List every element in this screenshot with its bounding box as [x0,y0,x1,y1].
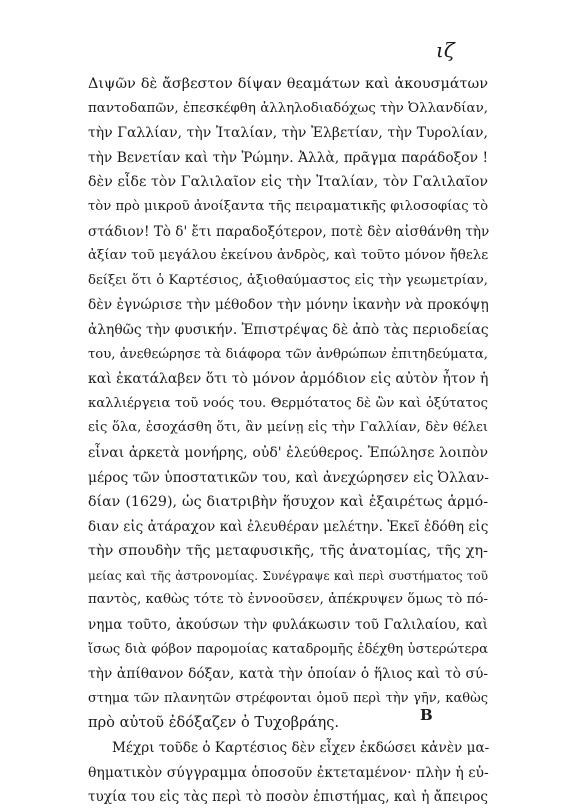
text-line: δὲν ἐγνώρισε τὴν μέθοδον τὴν μόνην ἱκανὴν νὰ προκόψῃ [88,297,489,314]
text-line: ἀληθῶς τὴν φυσικήν. Ἐπιστρέψας δὲ ἀπὸ τὰς περιοδείας [88,321,489,338]
signature-mark: B [420,706,433,724]
text-line: ἀξίαν τοῦ μεγάλου ἐκείνου ἀνδρὸς, καὶ τοῦτο μόνον ἤθελε [88,248,489,264]
text-line: μείας καὶ τῆς ἀστρονομίας. Συνέγραψε καὶ περὶ συστήματος τοῦ [88,568,488,583]
text-line: στάδιον! Τὸ δ' ἔτι παραδοξότερον, ποτὲ δὲν αἰσθάνθη τὴν [88,223,490,240]
body-text [88,72,488,810]
text-line: παντὸς, καθὼς τότε τὸ ἐννοοῦσεν, ἀπέκρυψεν ὅμως τὸ πό- [88,592,488,608]
text-line: τὴν σπουδὴν τῆς μεταφυσικῆς, τῆς ἀνατομίας, τῆς χη- [88,543,488,560]
text-line: του, ἀνεθεώρησε τὰ διάφορα τῶν ἀνθρώπων ἐπιτηδεύματα, [88,346,488,362]
page-number: ιζ [436,38,455,62]
text-line: θηματικὸν σύγγραμμα ὁποσοῦν ἐκτεταμένον· πλὴν ἡ εὐ- [88,764,489,781]
text-line: τὸν πρὸ μικροῦ ἀνοίξαντα τῆς πειραματικῆς φιλοσοφίας τὸ [88,198,489,214]
text-line: μέρος τῶν ὑποστατικῶν του, καὶ ἀνεχώρησεν εἰς Ὀλλαν- [88,469,489,486]
text-line: διαν εἰς ἀτάραχον καὶ ἐλευθέραν μελέτην. Ἐκεῖ ἐδόθη εἰς [88,518,489,535]
text-line: πρὸ αὐτοῦ ἐδόξαζεν ὁ Τυχοβράης. [88,714,340,732]
text-line: καλλιέργεια τοῦ νοός του. Θερμότατος δὲ ὢν καὶ ὀξύτατος [88,395,488,411]
text-line: δίαν (1629), ὡς διατριβὴν ἥσυχον καὶ ἐξαιρέτως ἁρμό- [88,494,488,511]
text-line: εἶναι ἀρκετὰ μονήρης, οὐδ' ἐλεύθερος. Ἐπώλησε λοιπὸν [88,444,488,461]
text-line: τὴν Γαλλίαν, τὴν Ἰταλίαν, τὴν Ἐλβετίαν, τὴν Τυρολίαν, [88,125,488,142]
text-line: εἰς ὅλα, ἐσοχάσθη ὅτι, ἂν μείνῃ εἰς τὴν Γαλλίαν, δὲν θέλει [88,420,488,436]
text-line: καὶ ἐκατάλαβεν ὅτι τὸ μόνον ἁρμόδιον εἰς αὐτὸν ἦτον ἡ [88,371,489,388]
text-line: δείξει ὅτι ὁ Καρτέσιος, ἀξιοθαύμαστος εἰς τὴν γεωμετρίαν, [88,272,488,288]
text-line: στημα τῶν πλανητῶν στρέφονται ὁμοῦ περὶ τὴν γῆν, καθὼς [88,690,488,706]
text-line: τὴν Βενετίαν καὶ τὴν Ῥώμην. Ἀλλὰ, πρᾶγμα παράδοξον ! [88,149,488,166]
text-line: ἴσως διὰ φόβον παρομοίας καταδρομῆς ἐδέχθη ὑστερώτερα [88,641,488,657]
text-line: τὴν ἀπίθανον δόξαν, κατὰ τὴν ὁποίαν ὁ ἥλιος καὶ τὸ σύ- [88,666,488,683]
text-line: Διψῶν δὲ ἄσβεστον δίψαν θεαμάτων καὶ ἀκουσμάτων [88,76,488,92]
text-line: παντοδαπῶν, ἐπεσκέφθη ἀλληλοδιαδόχως τὴν Ὀλλανδίαν, [88,100,488,116]
text-line: τυχία του εἰς τὰς περὶ τὸ ποσὸν ἐπιστήμας, καὶ ἡ ἄπειρος [88,789,488,806]
text-line: Μέχρι τοῦδε ὁ Καρτέσιος δὲν εἶχεν ἐκδώσει κἀνὲν μα- [112,740,490,757]
text-line: νημα τοῦτο, ἀκούσων τὴν φυλάκωσιν τοῦ Γαλιλαίου, καὶ [88,617,488,634]
text-line: δὲν εἶδε τὸν Γαλιλαῖον εἰς τὴν Ἰταλίαν, τὸν Γαλιλαῖον [88,174,488,191]
